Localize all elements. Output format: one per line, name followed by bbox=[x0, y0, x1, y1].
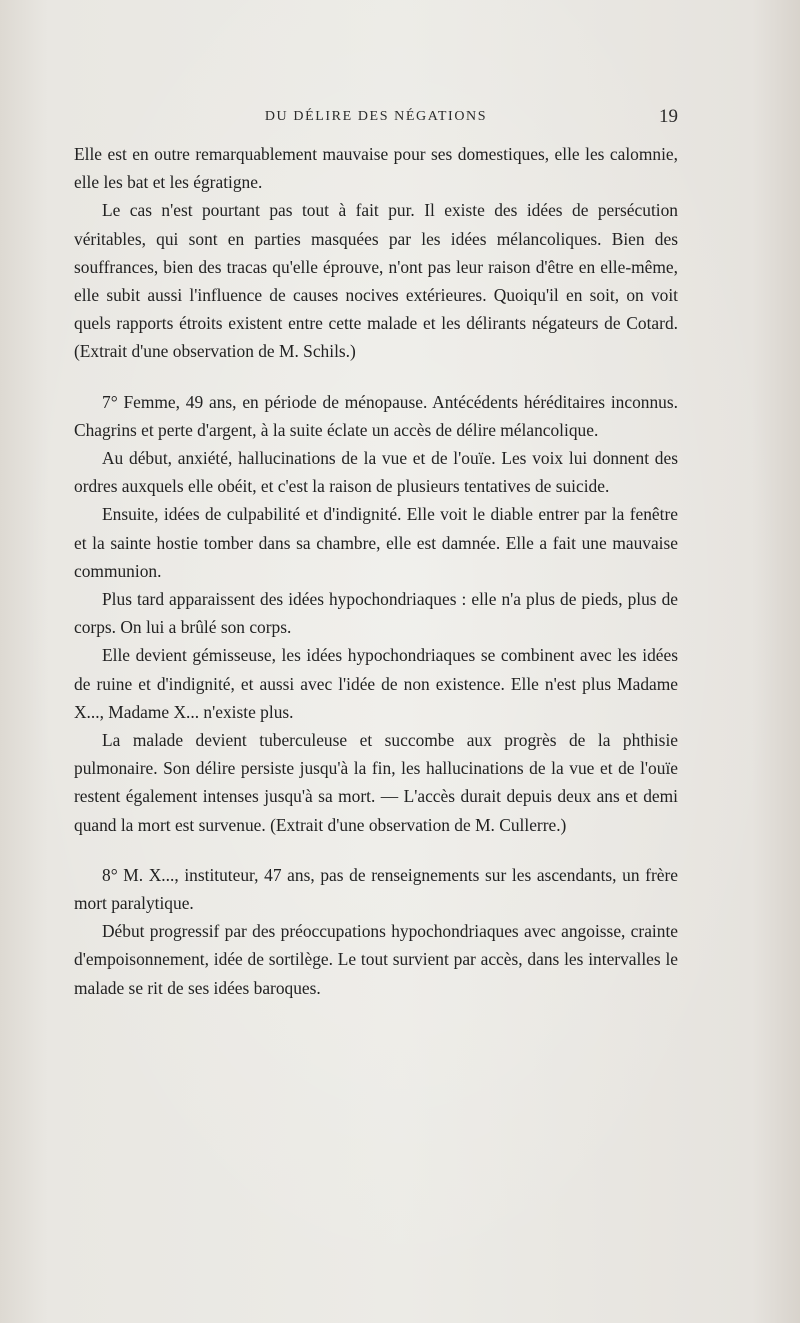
paragraph-case-8-onset: Début progressif par des préoccupations hypochondriaques avec angoisse, crainte d'empoisonnement, idée de sortilège. Le tout survient par accès, dans les intervalles le malade se rit de ses idées baroques. bbox=[74, 921, 678, 998]
running-head bbox=[74, 104, 678, 130]
body-text bbox=[74, 140, 678, 1002]
running-title: DU DÉLIRE DES NÉGATIONS bbox=[264, 109, 488, 124]
paragraph-case-8-intro: 8° M. X..., instituteur, 47 ans, pas de renseignements sur les ascendants, un frère mort paralytique. bbox=[74, 864, 678, 914]
paragraph-case-discussion: Le cas n'est pourtant pas tout à fait pur. Il existe des idées de persécution véritables, qui sont en parties masquées par les idées mélancoliques. Bien des souffrances, bien des tracas qu'elle éprouve, n'ont pas leur raison d'être en elle-même, elle subit aussi l'influence de causes nocives extérieures. Quoiqu'il en soit, on voit quels rapports étroits existent entre cette malade et les délirants négateurs de Cotard. (Extrait d'une observation de M. Schils.) bbox=[74, 200, 678, 362]
paragraph-case-7-nonexistence: Elle devient gémisseuse, les idées hypochondriaques se combinent avec les idées de ruine et d'indignité, et aussi avec l'idée de non existence. Elle n'est plus Madame X..., Madame X... n'existe plus. bbox=[74, 645, 678, 722]
paragraph-case-7-guilt: Ensuite, idées de culpabilité et d'indignité. Elle voit le diable entrer par la fenêtre et la sainte hostie tomber dans sa chambre, elle est damnée. Elle a fait une mauvaise communion. bbox=[74, 504, 678, 581]
paragraph-case-7-hypochondria: Plus tard apparaissent des idées hypochondriaques : elle n'a plus de pieds, plus de corps. On lui a brûlé son corps. bbox=[74, 589, 678, 638]
page-number: 19 bbox=[659, 106, 678, 127]
paragraph-continuation: Elle est en outre remarquablement mauvaise pour ses domestiques, elle les calomnie, elle les bat et les égratigne. bbox=[74, 144, 678, 193]
paragraph-case-7-onset: Au début, anxiété, hallucinations de la vue et de l'ouïe. Les voix lui donnent des ordres auxquels elle obéit, et c'est la raison de plusieurs tentatives de suicide. bbox=[74, 448, 678, 497]
paragraph-case-7-intro: 7° Femme, 49 ans, en période de ménopause. Antécédents héréditaires inconnus. Chagrins et perte d'argent, à la suite éclate un accès de délire mélancolique. bbox=[74, 391, 678, 440]
paragraph-case-7-outcome: La malade devient tuberculeuse et succombe aux progrès de la phthisie pulmonaire. Son délire persiste jusqu'à la fin, les hallucinations de la vue et de l'ouïe restent également intenses jusqu'à sa mort. — L'accès durait depuis deux ans et demi quand la mort est survenue. (Extrait d'une observation de M. Cullerre.) bbox=[74, 730, 678, 835]
